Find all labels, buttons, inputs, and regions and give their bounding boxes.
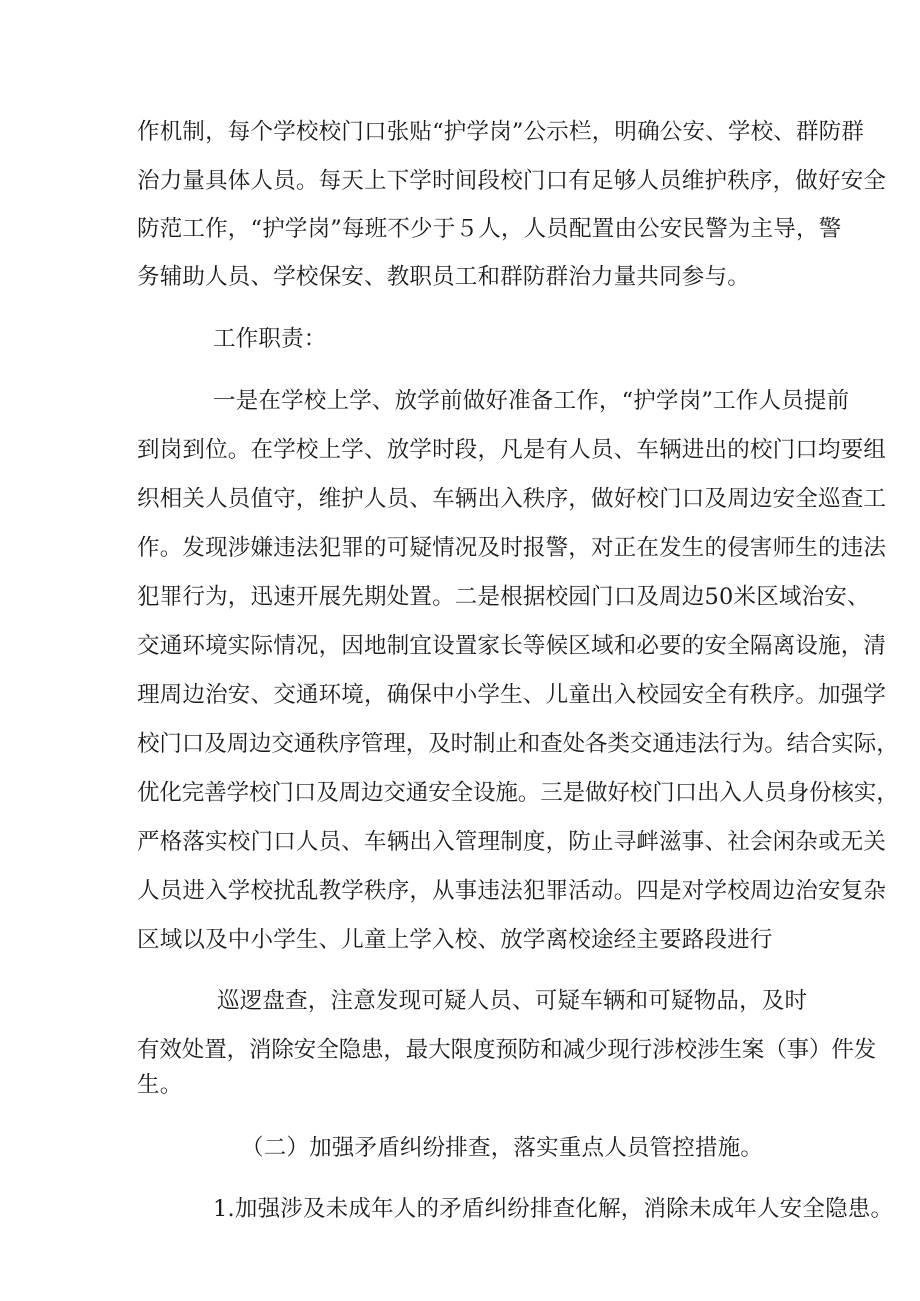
paragraph-line: 作机制，每个学校校门口张贴“护学岗”公示栏，明确公安、学校、群防群 [137,119,865,145]
paragraph-line: 治力量具体人员。每天上下学时间段校门口有足够人员维护秩序，做好安全 [137,168,887,194]
paragraph-line: 务辅助人员、学校保安、教职员工和群防群治力量共同参与。 [137,264,750,290]
paragraph-line: 区域以及中小学生、儿童上学入校、放学离校途经主要路段进行 [137,927,773,953]
paragraph-line: 人员进入学校扰乱教学秩序，从事违法犯罪活动。四是对学校周边治安复杂 [137,878,887,904]
paragraph-line: 优化完善学校门口及周边交通安全设施。三是做好校门口出入人员身份核实， [137,780,899,806]
paragraph-line: 作。发现涉嫌违法犯罪的可疑情况及时报警，对正在发生的侵害师生的违法 [137,535,887,561]
paragraph-line: 一是在学校上学、放学前做好准备工作，“护学岗”工作人员提前 [213,388,850,414]
paragraph-line: 到岗到位。在学校上学、放学时段，凡是有人员、车辆进出的校门口均要组 [137,437,887,463]
paragraph-line: 防范工作，“护学岗”每班不少于５人，人员配置由公安民警为主导，警 [137,216,842,242]
section-heading: （二）加强矛盾纠纷排查，落实重点人员管控措施。 [241,1135,764,1161]
section-heading: 工作职责： [213,326,327,352]
paragraph-line: 巡逻盘查，注意发现可疑人员、可疑车辆和可疑物品，及时 [217,988,808,1014]
paragraph-line: 1.加强涉及未成年人的矛盾纠纷排查化解，消除未成年人安全隐患。 [213,1196,894,1222]
paragraph-line: 犯罪行为，迅速开展先期处置。二是根据校园门口及周边50米区域治安、 [137,584,870,610]
paragraph-line: 有效处置，消除安全隐患，最大限度预防和减少现行涉校涉生案（事）件发 [137,1037,877,1063]
paragraph-line: 生。 [137,1072,183,1098]
paragraph-line: 理周边治安、交通环境，确保中小学生、儿童出入校园安全有秩序。加强学 [137,682,887,708]
paragraph-line: 织相关人员值守，维护人员、车辆出入秩序，做好校门口及周边安全巡查工 [137,486,887,512]
paragraph-line: 校门口及周边交通秩序管理，及时制止和查处各类交通违法行为。结合实际， [137,731,899,757]
paragraph-line: 严格落实校门口人员、车辆出入管理制度，防止寻衅滋事、社会闲杂或无关 [137,829,887,855]
paragraph-line: 交通环境实际情况，因地制宜设置家长等候区域和必要的安全隔离设施，清 [137,633,887,659]
